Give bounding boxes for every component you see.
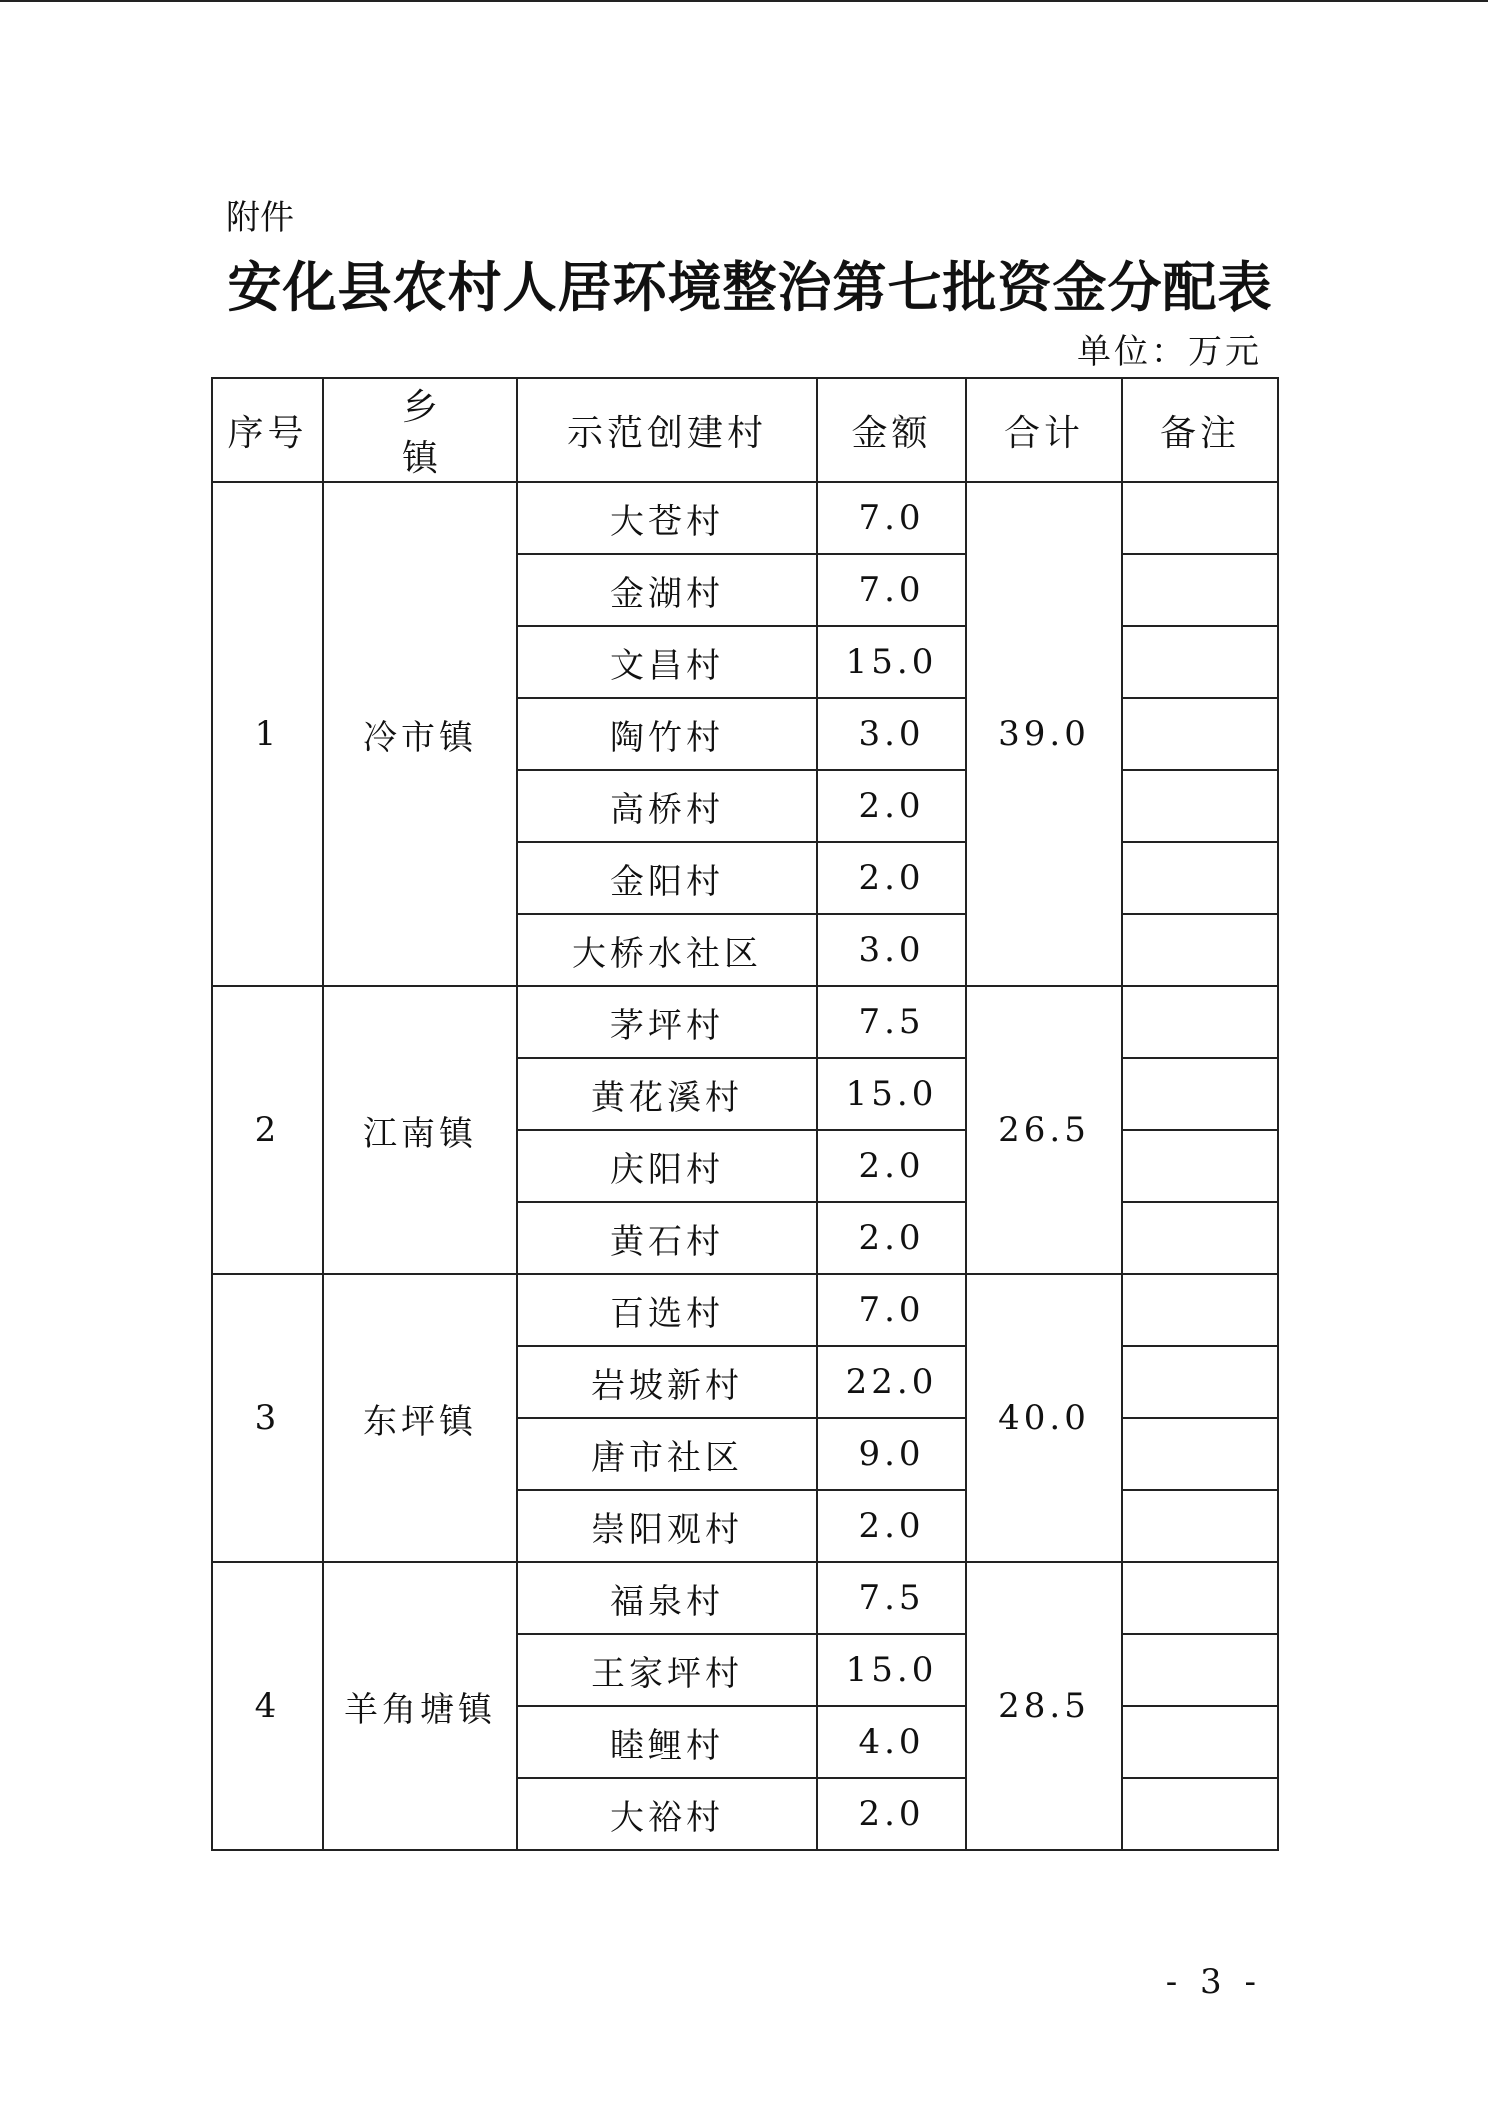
amount-cell: 3.0 <box>817 698 966 770</box>
header-index: 序号 <box>212 378 323 482</box>
header-amount: 金额 <box>817 378 966 482</box>
village-cell: 崇阳观村 <box>517 1490 817 1562</box>
amount-cell: 2.0 <box>817 770 966 842</box>
amount-cell: 7.0 <box>817 1274 966 1346</box>
table-body <box>212 482 1278 1850</box>
amount-cell: 7.0 <box>817 554 966 626</box>
village-cell: 大苍村 <box>517 482 817 554</box>
village-cell: 茅坪村 <box>517 986 817 1058</box>
remark-cell <box>1122 1562 1278 1634</box>
header-remark: 备注 <box>1122 378 1278 482</box>
town-cell: 江南镇 <box>323 986 517 1274</box>
group-index-cell: 4 <box>212 1562 323 1850</box>
village-cell: 黄石村 <box>517 1202 817 1274</box>
remark-cell <box>1122 626 1278 698</box>
page-number: - 3 - <box>1165 1962 1262 2002</box>
table-row <box>212 482 1278 554</box>
amount-cell: 15.0 <box>817 1634 966 1706</box>
village-cell: 高桥村 <box>517 770 817 842</box>
allocation-table <box>211 377 1279 1851</box>
amount-cell: 2.0 <box>817 1202 966 1274</box>
remark-cell <box>1122 986 1278 1058</box>
remark-cell <box>1122 1130 1278 1202</box>
header-town: 乡 镇 <box>323 378 517 482</box>
amount-cell: 15.0 <box>817 1058 966 1130</box>
town-cell: 东坪镇 <box>323 1274 517 1562</box>
village-cell: 睦鲤村 <box>517 1706 817 1778</box>
village-cell: 金阳村 <box>517 842 817 914</box>
amount-cell: 2.0 <box>817 1490 966 1562</box>
village-cell: 金湖村 <box>517 554 817 626</box>
remark-cell <box>1122 1274 1278 1346</box>
remark-cell <box>1122 1346 1278 1418</box>
total-cell: 28.5 <box>966 1562 1122 1850</box>
remark-cell <box>1122 1634 1278 1706</box>
amount-cell: 7.5 <box>817 986 966 1058</box>
table-row <box>212 1274 1278 1346</box>
amount-cell: 7.0 <box>817 482 966 554</box>
amount-cell: 2.0 <box>817 1778 966 1850</box>
remark-cell <box>1122 1490 1278 1562</box>
remark-cell <box>1122 1418 1278 1490</box>
amount-cell: 7.5 <box>817 1562 966 1634</box>
amount-cell: 4.0 <box>817 1706 966 1778</box>
top-border-line <box>0 0 1488 2</box>
village-cell: 文昌村 <box>517 626 817 698</box>
town-cell: 羊角塘镇 <box>323 1562 517 1850</box>
header-row <box>212 378 1278 482</box>
table-row <box>212 1562 1278 1634</box>
remark-cell <box>1122 914 1278 986</box>
village-cell: 大裕村 <box>517 1778 817 1850</box>
group-index-cell: 2 <box>212 986 323 1274</box>
remark-cell <box>1122 1202 1278 1274</box>
attachment-label: 附件 <box>226 198 294 238</box>
town-cell: 冷市镇 <box>323 482 517 986</box>
village-cell: 唐市社区 <box>517 1418 817 1490</box>
group-index-cell: 3 <box>212 1274 323 1562</box>
header-village: 示范创建村 <box>517 378 817 482</box>
amount-cell: 15.0 <box>817 626 966 698</box>
remark-cell <box>1122 770 1278 842</box>
village-cell: 百选村 <box>517 1274 817 1346</box>
total-cell: 40.0 <box>966 1274 1122 1562</box>
remark-cell <box>1122 1058 1278 1130</box>
village-cell: 福泉村 <box>517 1562 817 1634</box>
amount-cell: 3.0 <box>817 914 966 986</box>
village-cell: 大桥水社区 <box>517 914 817 986</box>
total-cell: 26.5 <box>966 986 1122 1274</box>
remark-cell <box>1122 1706 1278 1778</box>
remark-cell <box>1122 1778 1278 1850</box>
village-cell: 王家坪村 <box>517 1634 817 1706</box>
header-total: 合计 <box>966 378 1122 482</box>
remark-cell <box>1122 698 1278 770</box>
amount-cell: 9.0 <box>817 1418 966 1490</box>
remark-cell <box>1122 554 1278 626</box>
amount-cell: 22.0 <box>817 1346 966 1418</box>
amount-cell: 2.0 <box>817 842 966 914</box>
village-cell: 岩坡新村 <box>517 1346 817 1418</box>
remark-cell <box>1122 482 1278 554</box>
village-cell: 黄花溪村 <box>517 1058 817 1130</box>
village-cell: 庆阳村 <box>517 1130 817 1202</box>
group-index-cell: 1 <box>212 482 323 986</box>
remark-cell <box>1122 842 1278 914</box>
document-title: 安化县农村人居环境整治第七批资金分配表 <box>227 255 1273 319</box>
amount-cell: 2.0 <box>817 1130 966 1202</box>
unit-label: 单位：万元 <box>1077 332 1262 372</box>
total-cell: 39.0 <box>966 482 1122 986</box>
village-cell: 陶竹村 <box>517 698 817 770</box>
table-row <box>212 986 1278 1058</box>
